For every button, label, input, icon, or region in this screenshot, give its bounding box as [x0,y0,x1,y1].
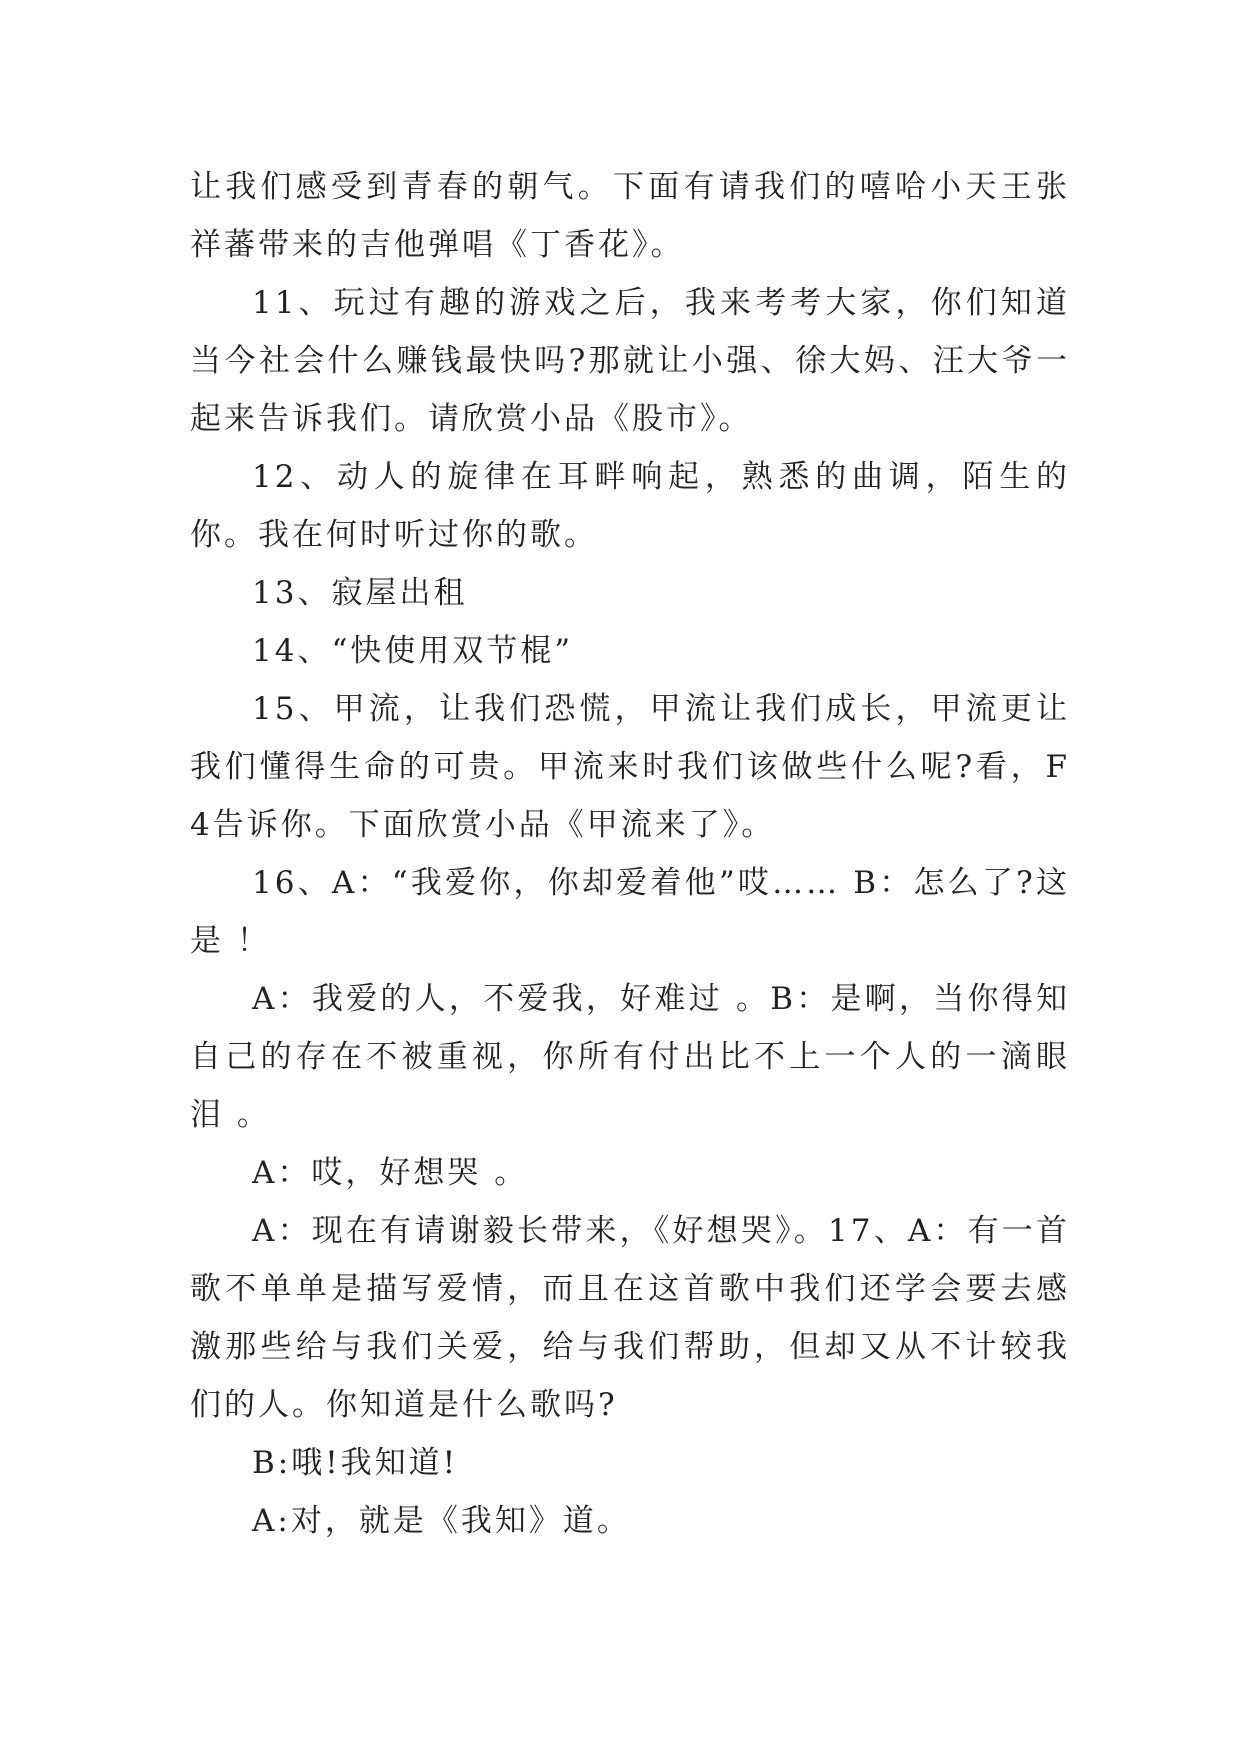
paragraph-dialogue-a3: A:对，就是《我知》道。 [252,1503,631,1539]
paragraph-item-15: 15、甲流，让我们恐慌，甲流让我们成长，甲流更让我们懂得生命的可贵。甲流来时我们该做些什么呢?看，F4告诉你。下面欣赏小品《甲流来了》。 [190,691,1070,843]
paragraph-item-16: 16、A：“我爱你，你却爱着他”哎…… B：怎么了?这是 ！ [190,865,1070,959]
paragraph-item-12: 12、动人的旋律在耳畔响起，熟悉的曲调，陌生的你。我在何时听过你的歌。 [190,459,1070,553]
paragraph-dialogue-a2: A：哎，好想哭 。 [252,1155,529,1191]
paragraph-item-17: A：现在有请谢毅长带来，《好想哭》。17、A：有一首歌不单单是描写爱情，而且在这首歌中我们还学会要去感激那些给与我们关爱，给与我们帮助，但却又从不计较我们的人。你知道是什么歌吗? [190,1213,1070,1423]
body-text [190,158,1070,1550]
paragraph-item-13: 13、寂屋出租 [252,575,468,611]
paragraph-dialogue-b: B:哦!我知道! [252,1445,459,1481]
paragraph-item-11: 11、玩过有趣的游戏之后，我来考考大家，你们知道当今社会什么赚钱最快吗?那就让小强、徐大妈、汪大爷一起来告诉我们。请欣赏小品《股市》。 [190,285,1070,437]
paragraph-dialogue-a1: A：我爱的人，不爱我，好难过 。B：是啊，当你得知自己的存在不被重视，你所有付出比不上一个人的一滴眼泪 。 [190,981,1070,1133]
paragraph-continuation: 让我们感受到青春的朝气。下面有请我们的嘻哈小天王张祥蕃带来的吉他弹唱《丁香花》。 [190,169,1070,263]
paragraph-item-14: 14、“快使用双节棍” [252,633,574,669]
